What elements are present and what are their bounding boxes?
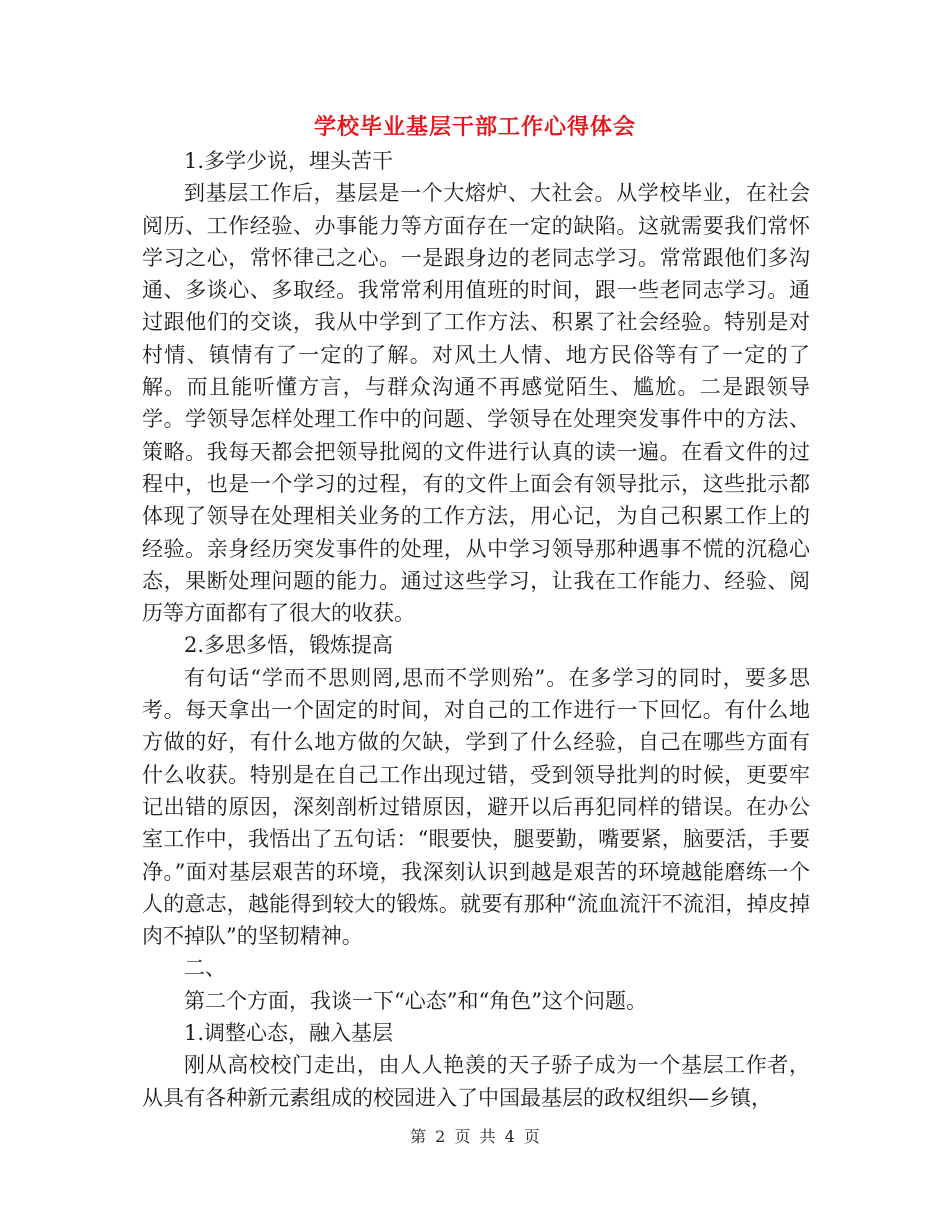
body-paragraph: 刚从高校校门走出，由人人艳羡的天子骄子成为一个基层工作者，从具有各种新元素组成的校园进入了中国最基层的政权组织—乡镇， xyxy=(142,1053,810,1110)
body-paragraph: 到基层工作后，基层是一个大熔炉、大社会。从学校毕业，在社会阅历、工作经验、办事能力等方面存在一定的缺陷。这就需要我们常怀学习之心，常怀律己之心。一是跟身边的老同志学习。常常跟他们多沟通、多谈心、多取经。我常常利用值班的时间，跟一些老同志学习。通过跟他们的交谈，我从中学到了工作方法、积累了社会经验。特别是对村情、镇情有了一定的了解。对风土人情、地方民俗等有了一定的了解。而且能听懂方言，与群众沟通不再感觉陌生、尴尬。二是跟领导学。学领导怎样处理工作中的问题、学领导在处理突发事件中的方法、策略。我每天都会把领导批阅的文件进行认真的读一遍。在看文件的过程中，也是一个学习的过程，有的文件上面会有领导批示，这些批示都体现了领导在处理相关业务的工作方法，用心记，为自己积累工作上的经验。亲身经历突发事件的处理，从中学习领导那种遇事不慌的沉稳心态，果断处理问题的能力。通过这些学习，让我在工作能力、经验、阅历等方面都有了很大的收获。 xyxy=(142,181,810,626)
page-footer: 第 2 页 共 4 页 xyxy=(410,1127,540,1146)
document-body xyxy=(142,145,810,1114)
section-heading: 1.多学少说，埋头苦干 xyxy=(184,149,394,173)
body-paragraph: 第二个方面，我谈一下“心态”和“角色”这个问题。 xyxy=(184,988,647,1013)
section-heading: 1.调整心态，融入基层 xyxy=(184,1021,394,1046)
section-number: 二、 xyxy=(184,956,226,981)
body-paragraph: 有句话“学而不思则罔,思而不学则殆”。在多学习的同时，要多思考。每天拿出一个固定的时间，对自己的工作进行一下回忆。有什么地方做的好，有什么地方做的欠缺，学到了什么经验，自己在哪些方面有什么收获。特别是在自己工作出现过错，受到领导批判的时候，更要牢记出错的原因，深刻剖析过错原因，避开以后再犯同样的错误。在办公室工作中，我悟出了五句话：“眼要快，腿要勤，嘴要紧，脑要活，手要净。”面对基层艰苦的环境，我深刻认识到越是艰苦的环境越能磨练一个人的意志，越能得到较大的锻炼。就要有那种“流血流汗不流泪，掉皮掉肉不掉队”的坚韧精神。 xyxy=(142,665,810,949)
section-heading: 2.多思多悟，锻炼提高 xyxy=(184,633,394,658)
document-title: 学校毕业基层干部工作心得体会 xyxy=(313,114,636,140)
